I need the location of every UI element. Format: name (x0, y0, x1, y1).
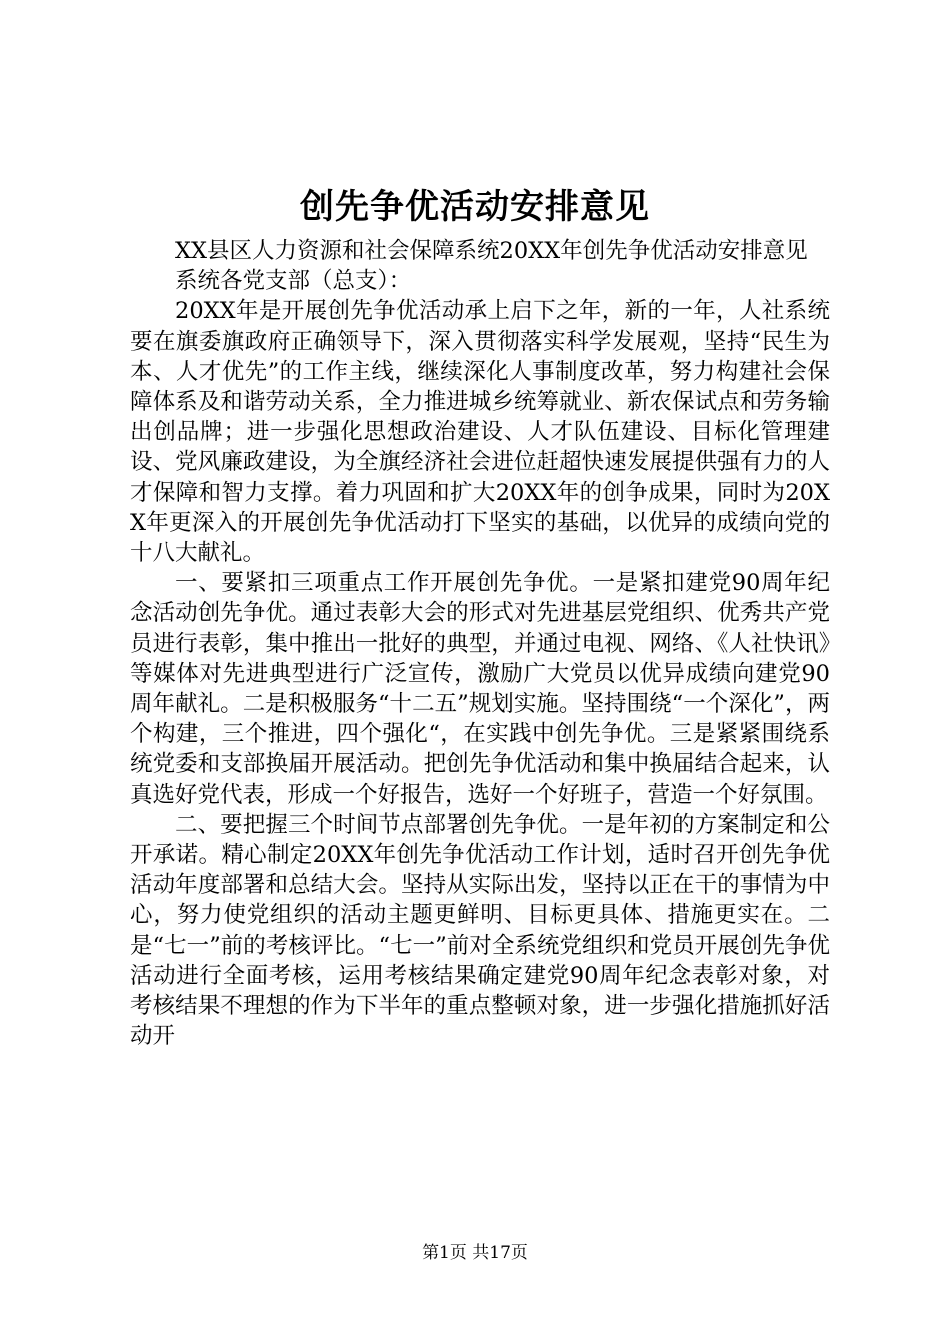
salutation: 系统各党支部（总支）： (175, 268, 412, 295)
document-heading-line: XX县区人力资源和社会保障系统20XX年创先争优活动安排意见 (175, 238, 808, 264)
document-title: 创先争优活动安排意见 (300, 187, 650, 227)
page-number-footer: 第1页 共17页 (422, 1243, 528, 1263)
document-body (130, 236, 830, 1051)
section-two-paragraph: 二、要把握三个时间节点部署创先争优。一是年初的方案制定和公开承诺。精心制定20XX年创先争优活动工作计划，适时召开创先争优活动年度部署和总结大会。坚持从实际出发，坚持以正在干的事情为中心，努力使党组织的活动主题更鲜明、目标更具体、措施更实在。二是“七一”前的考核评比。“七一”前对全系统党组织和党员开展创先争优活动进行全面考核，运用考核结果确定建党90周年纪念表彰对象，对考核结果不理想的作为下半年的重点整顿对象，进一步强化措施抓好活动开 (130, 811, 830, 1050)
intro-paragraph: 20XX年是开展创先争优活动承上启下之年，新的一年，人社系统要在旗委旗政府正确领导下，深入贯彻落实科学发展观，坚持“民生为本、人才优先”的工作主线，继续深化人事制度改革，努力构建社会保障体系及和谐劳动关系，全力推进城乡统筹就业、新农保试点和劳务输出创品牌；进一步强化思想政治建设、人才队伍建设、目标化管理建设、党风廉政建设，为全旗经济社会进位赶超快速发展提供强有力的人才保障和智力支撑。着力巩固和扩大20XX年的创争成果，同时为20XX年更深入的开展创先争优活动打下坚实的基础，以优异的成绩向党的十八大献礼。 (130, 298, 830, 567)
section-one-paragraph: 一、要紧扣三项重点工作开展创先争优。一是紧扣建党90周年纪念活动创先争优。通过表彰大会的形式对先进基层党组织、优秀共产党员进行表彰，集中推出一批好的典型，并通过电视、网络、《人社快讯》等媒体对先进典型进行广泛宣传，激励广大党员以优异成绩向建党90周年献礼。二是积极服务“十二五”规划实施。坚持围绕“一个深化”，两个构建，三个推进，四个强化“，在实践中创先争优。三是紧紧围绕系统党委和支部换届开展活动。把创先争优活动和集中换届结合起来，认真选好党代表，形成一个好报告，选好一个好班子，营造一个好氛围。 (130, 570, 830, 808)
